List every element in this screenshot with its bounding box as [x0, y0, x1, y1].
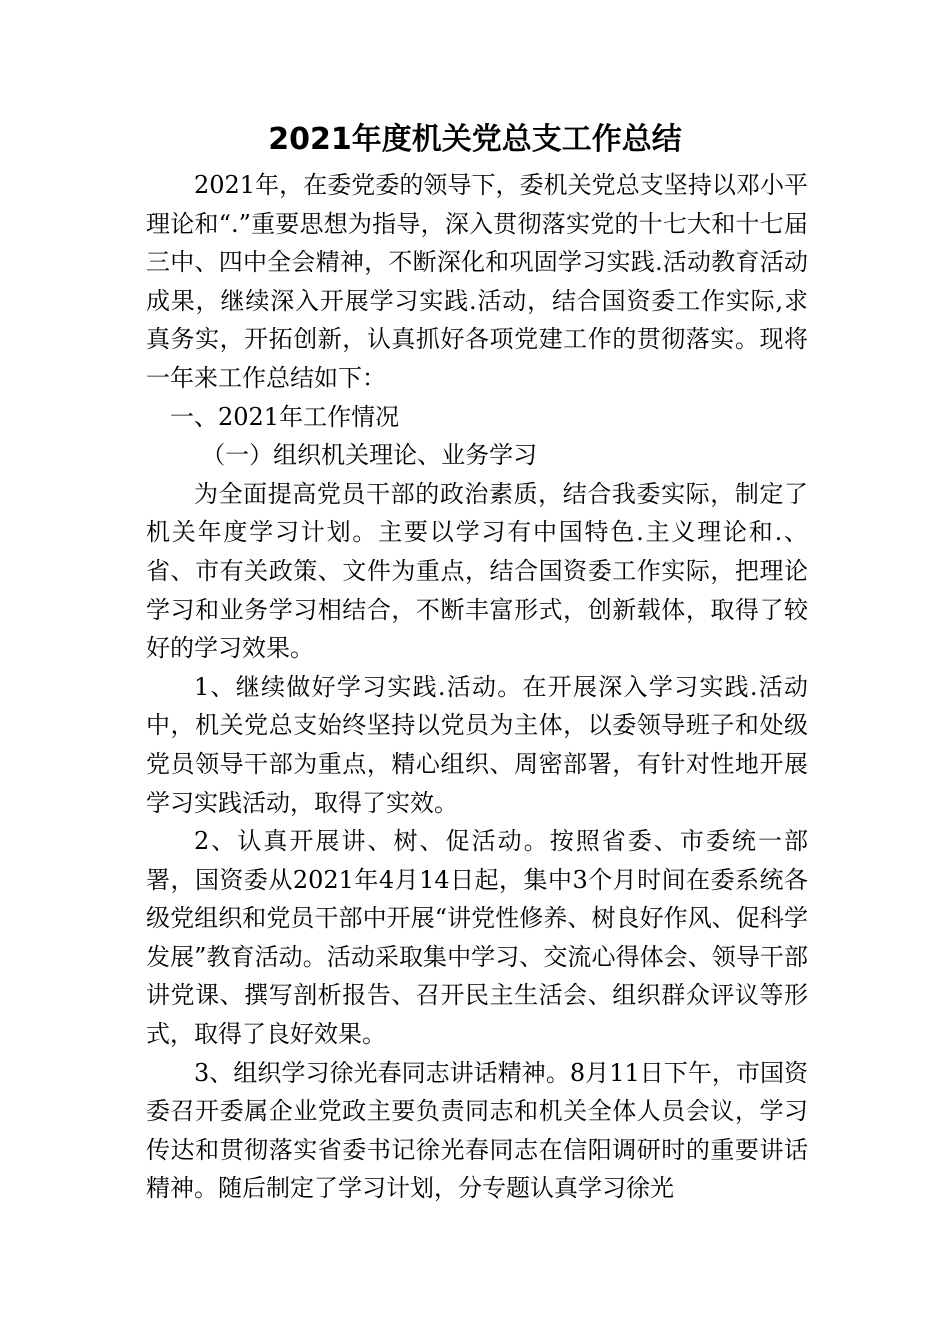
paragraph-intro: 2021年，在委党委的领导下，委机关党总支坚持以邓小平理论和“.”重要思想为指导，深入贯彻落实党的十七大和十七届三中、四中全会精神，不断深化和巩固学习实践.活动教育活动成果，继续深入开展学习实践.活动，结合国资委工作实际,求真务实，开拓创新，认真抓好各项党建工作的贯彻落实。现将一年来工作总结如下：	[146, 171, 808, 392]
document-body	[146, 166, 808, 1208]
paragraph-study-plan: 为全面提高党员干部的政治素质，结合我委实际，制定了机关年度学习计划。主要以学习有中国特色.主义理论和.、省、市有关政策、文件为重点，结合国资委工作实际，把理论学习和业务学习相结合，不断丰富形式，创新载体，取得了较好的学习效果。	[146, 479, 808, 663]
section-heading-1: 一、2021年工作情况	[170, 402, 400, 431]
document-title: 2021年度机关党总支工作总结	[268, 122, 682, 157]
paragraph-item-2: 2、认真开展讲、树、促活动。按照省委、市委统一部署，国资委从2021年4月14日起，集中3个月时间在委系统各级党组织和党员干部中开展“讲党性修养、树良好作风、促科学发展”教育活动。活动采取集中学习、交流心得体会、领导干部讲党课、撰写剖析报告、召开民主生活会、组织群众评议等形式，取得了良好效果。	[146, 827, 808, 1049]
paragraph-item-1: 1、继续做好学习实践.活动。在开展深入学习实践.活动中，机关党总支始终坚持以党员为主体，以委领导班子和处级党员领导干部为重点，精心组织、周密部署，有针对性地开展学习实践活动，取得了实效。	[146, 672, 808, 817]
subsection-heading-1: （一）组织机关理论、业务学习	[201, 441, 538, 470]
paragraph-item-3: 3、组织学习徐光春同志讲话精神。8月11日下午，市国资委召开委属企业党政主要负责同志和机关全体人员会议，学习传达和贯彻落实省委书记徐光春同志在信阳调研时的重要讲话精神。随后制定了学习计划，分专题认真学习徐光	[146, 1058, 808, 1203]
